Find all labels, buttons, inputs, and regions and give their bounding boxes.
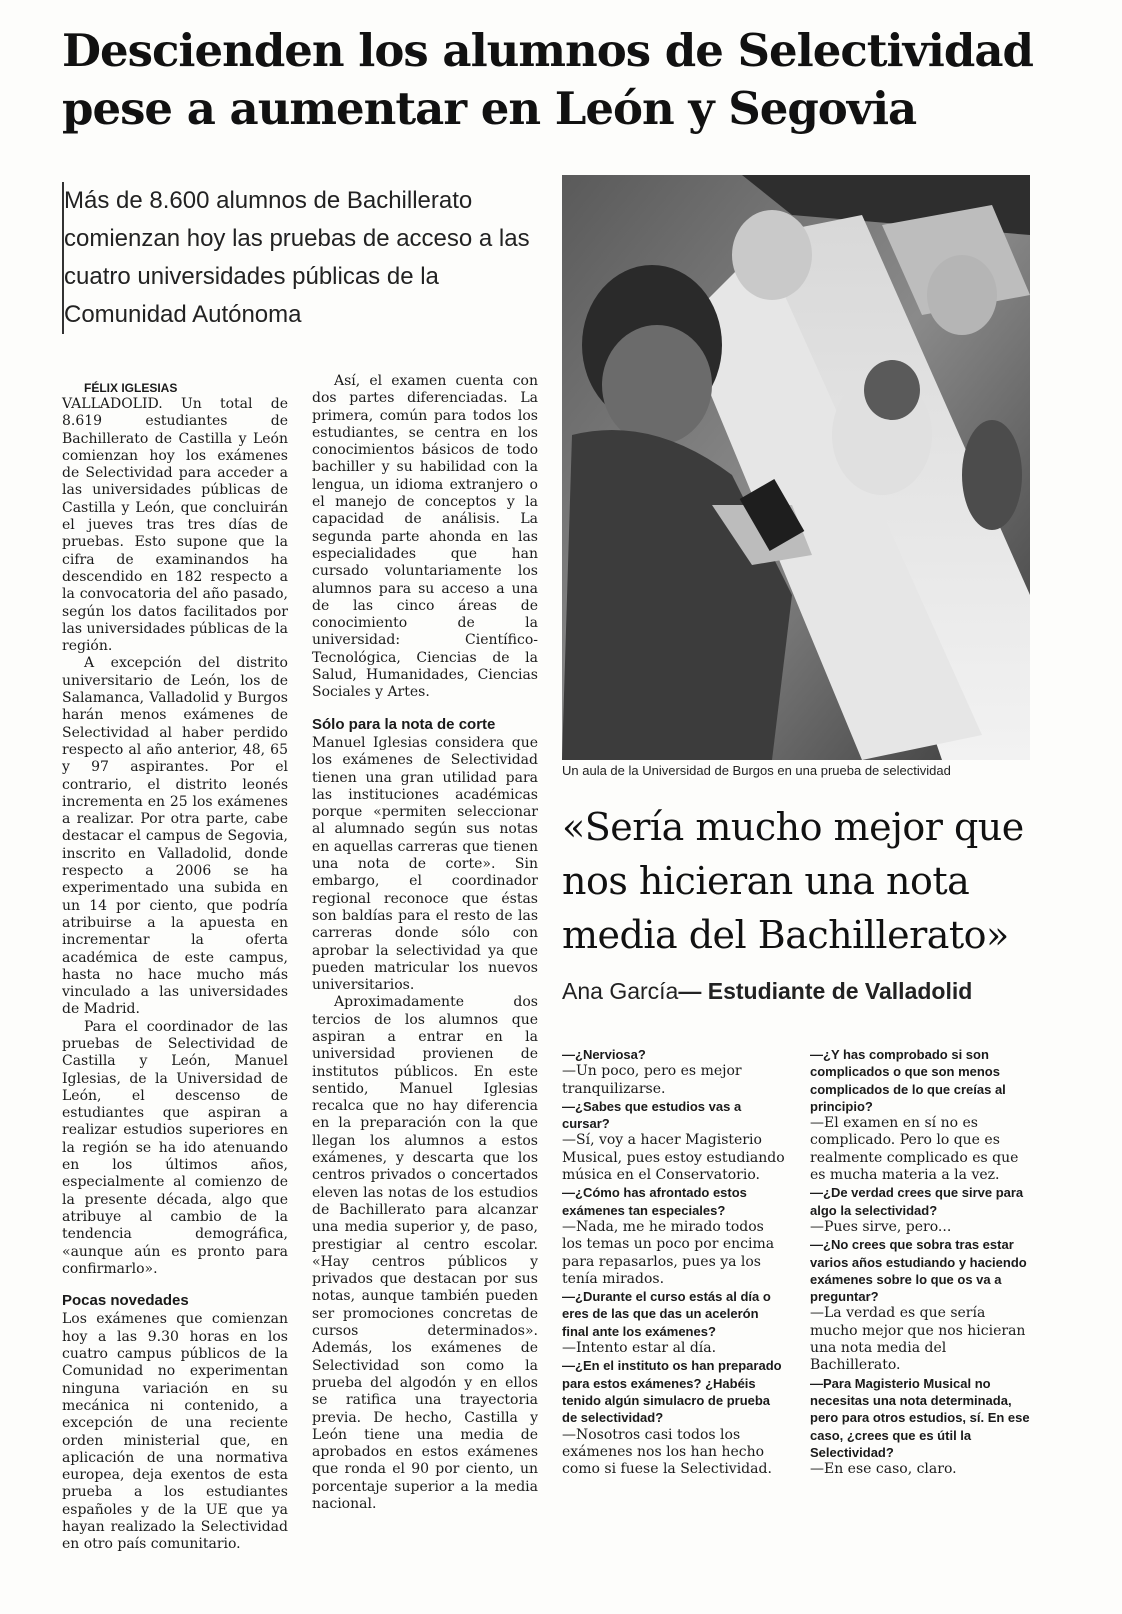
byline: FÉLIX IGLESIAS <box>84 381 178 395</box>
article-column-2 <box>312 373 538 1513</box>
subheading: Pocas novedades <box>62 1292 189 1310</box>
deck-line: Más de 8.600 alumnos de Bachillerato <box>64 187 473 214</box>
headline: Descienden los alumnos de Selectividad pese a aumentar en León y Segovia <box>62 24 1033 135</box>
interview-question: —¿De verdad crees que sirve para algo la selectividad? <box>810 1185 1024 1218</box>
interview-question: —¿Cómo has afrontado estos exámenes tan especiales? <box>562 1185 747 1218</box>
interview-question: —¿No crees que sobra tras estar varios años estudiando y haciendo exámenes sobre lo que os va a preguntar? <box>810 1237 1027 1305</box>
article-paragraph: Manuel Iglesias considera que los exámenes de Selectividad tienen una gran utilidad para las instituciones académicas porque «permiten seleccionar al alumnado según sus notas en aquellas carreras que tienen una nota de corte». Sin embargo, el coordinador regional reconoce que éstas son baldías para el resto de las carreras donde sólo con aprobar la selectividad ya que pueden matricular los nuevos universitarios. <box>312 734 538 994</box>
deck <box>62 182 564 334</box>
interview-question: —¿Durante el curso estás al día o eres de las que das un acelerón final ante los exámenes? <box>562 1289 771 1339</box>
interview-answer: —Nada, me he mirado todos los temas un poco por encima para repasarlos, pues ya los tenía mirados. <box>562 1218 775 1287</box>
deck-line: Comunidad Autónoma <box>64 301 302 328</box>
interview-question: —¿Y has comprobado si son complicados o que son menos complicados de lo que creías al principio? <box>810 1047 1006 1114</box>
interview-answer: —Nosotros casi todos los exámenes nos los han hecho como si fuese la Selectividad. <box>562 1426 772 1478</box>
article-paragraph: Para el coordinador de las pruebas de Selectividad de Castilla y León, Manuel Iglesias, de la Universidad de León, el descenso de estudiantes que aspiran a realizar estudios superiores en la región se ha ido atenuando en los últimos años, especialmente al comienzo de la presente década, algo que atribuye al cambio de la tendencia demográfica, «aunque aún es pronto para confirmarlo». <box>62 1018 288 1277</box>
attribution-name: Ana García <box>562 978 679 1004</box>
interview-column-1 <box>562 1046 788 1478</box>
attribution-role: Estudiante de Valladolid <box>707 978 973 1004</box>
deck-line: cuatro universidades públicas de la <box>64 263 439 290</box>
quote-attribution <box>562 978 972 1005</box>
article-column-1 <box>62 380 288 1554</box>
subheading: Sólo para la nota de corte <box>312 715 496 733</box>
article-paragraph: Aproximadamente dos tercios de los alumnos que aspiran a entrar en la universidad provienen de institutos públicos. En este sentido, Manuel Iglesias recalca que no hay diferencia en la preparación con la que llegan los alumnos a estos exámenes, y descarta que los centros privados o concertados eleven las notas de los estudios de Bachillerato para alcanzar una media superior y, de paso, prestigiar al centro escolar. «Hay centros públicos y privados que destacan por sus notas, aunque también pueden ser promociones concretas de cursos determinados». Además, los exámenes de Selectividad son como la prueba del algodón y en ellos se ratifica una trayectoria previa. De hecho, Castilla y León tiene una media de aprobados en estos exámenes que ronda el 90 por ciento, un porcentaje superior a la media nacional. <box>312 994 538 1512</box>
interview-question: —Para Magisterio Musical no necesitas una nota determinada, pero para otros estudios, sí. En ese caso, ¿crees que es útil la Selectividad? <box>810 1375 1030 1460</box>
interview-question: —¿Sabes que estudios vas a cursar? <box>562 1098 742 1132</box>
attribution-dash: — <box>678 978 702 1004</box>
interview-column-2 <box>810 1046 1036 1478</box>
paragraph-text: Un total de 8.619 estudiantes de Bachillerato de Castilla y León comienzan hoy los exámenes de Selectividad para acceder a las universidades públicas de Castilla y León, que concluirán el jueves tras tres días de pruebas. Esto supone que la cifra de examinandos ha descendido en 182 respecto a la convocatoria del año pasado, según los datos facilitados por las universidades públicas de la región. <box>62 396 288 655</box>
interview-answer: —Un poco, pero es mejor tranquilizarse. <box>562 1063 742 1097</box>
article-paragraph: Los exámenes que comienzan hoy a las 9.30 horas en los cuatro campus públicos de la Comunidad no experimentan ninguna variación en su mecánica ni contenido, a excepción de una reciente orden ministerial que, en aplicación de una normativa europea, deja exentos de esta prueba a los estudiantes españoles y de la UE que ya hayan realizado la Selectividad en otro país comunitario. <box>62 1311 288 1553</box>
article-paragraph <box>62 396 288 655</box>
interview-answer: —Intento estar al día. <box>562 1340 717 1357</box>
deck-line: comienzan hoy las pruebas de acceso a las <box>64 225 530 252</box>
pull-quote: «Sería mucho mejor que nos hicieran una nota media del Bachillerato» <box>562 805 1024 957</box>
interview-answer: —Pues sirve, pero... <box>810 1218 952 1235</box>
article-paragraph: A excepción del distrito universitario de León, los de Salamanca, Valladolid y Burgos harán menos exámenes de Selectividad al haber perdido respecto al año anterior, 48, 65 y 97 aspirantes. Por el contrario, el distrito leonés incrementa en 25 los exámenes a realizar. Por otra parte, cabe destacar el campus de Segovia, inscrito en Valladolid, donde respecto a 2006 se ha experimentado una subida en un 14 por ciento, que podría atribuirse a la apuesta en incrementar la oferta académica de este campus, hasta no hace mucho más vinculado a las universidades de Madrid. <box>62 655 288 1018</box>
interview-answer: —En ese caso, claro. <box>810 1461 957 1478</box>
article-paragraph: Así, el examen cuenta con dos partes diferenciadas. La primera, común para todos los estudiantes, se centra en los conocimientos básicos de todo bachiller y su habilidad con la lengua, un idioma extranjero o el manejo de conceptos y la capacidad de análisis. La segunda parte ahonda en las especialidades que han cursado voluntariamente los alumnos para su acceso a una de las cinco áreas de conocimiento de la universidad: Científico-Tecnológica, Ciencias de la Salud, Humanidades, Ciencias Sociales y Artes. <box>312 373 538 701</box>
dateline: VALLADOLID. <box>62 396 163 412</box>
interview-question: —¿Nerviosa? <box>562 1047 646 1062</box>
classroom-photo <box>562 175 1030 760</box>
interview-answer: —Sí, voy a hacer Magisterio Musical, pues estoy estudiando música en el Conservatorio. <box>562 1132 785 1184</box>
interview-answer: —El examen en sí no es complicado. Pero lo que es realmente complicado es que es mucha materia a la vez. <box>810 1115 1019 1184</box>
photo-caption: Un aula de la Universidad de Burgos en una prueba de selectividad <box>562 763 951 778</box>
interview-answer: —La verdad es que sería mucho mejor que nos hicieran una nota media del Bachillerato. <box>810 1305 1026 1374</box>
interview-question: —¿En el instituto os han preparado para estos exámenes? ¿Habéis tenido algún simulacro de prueba de selectividad? <box>562 1358 782 1426</box>
